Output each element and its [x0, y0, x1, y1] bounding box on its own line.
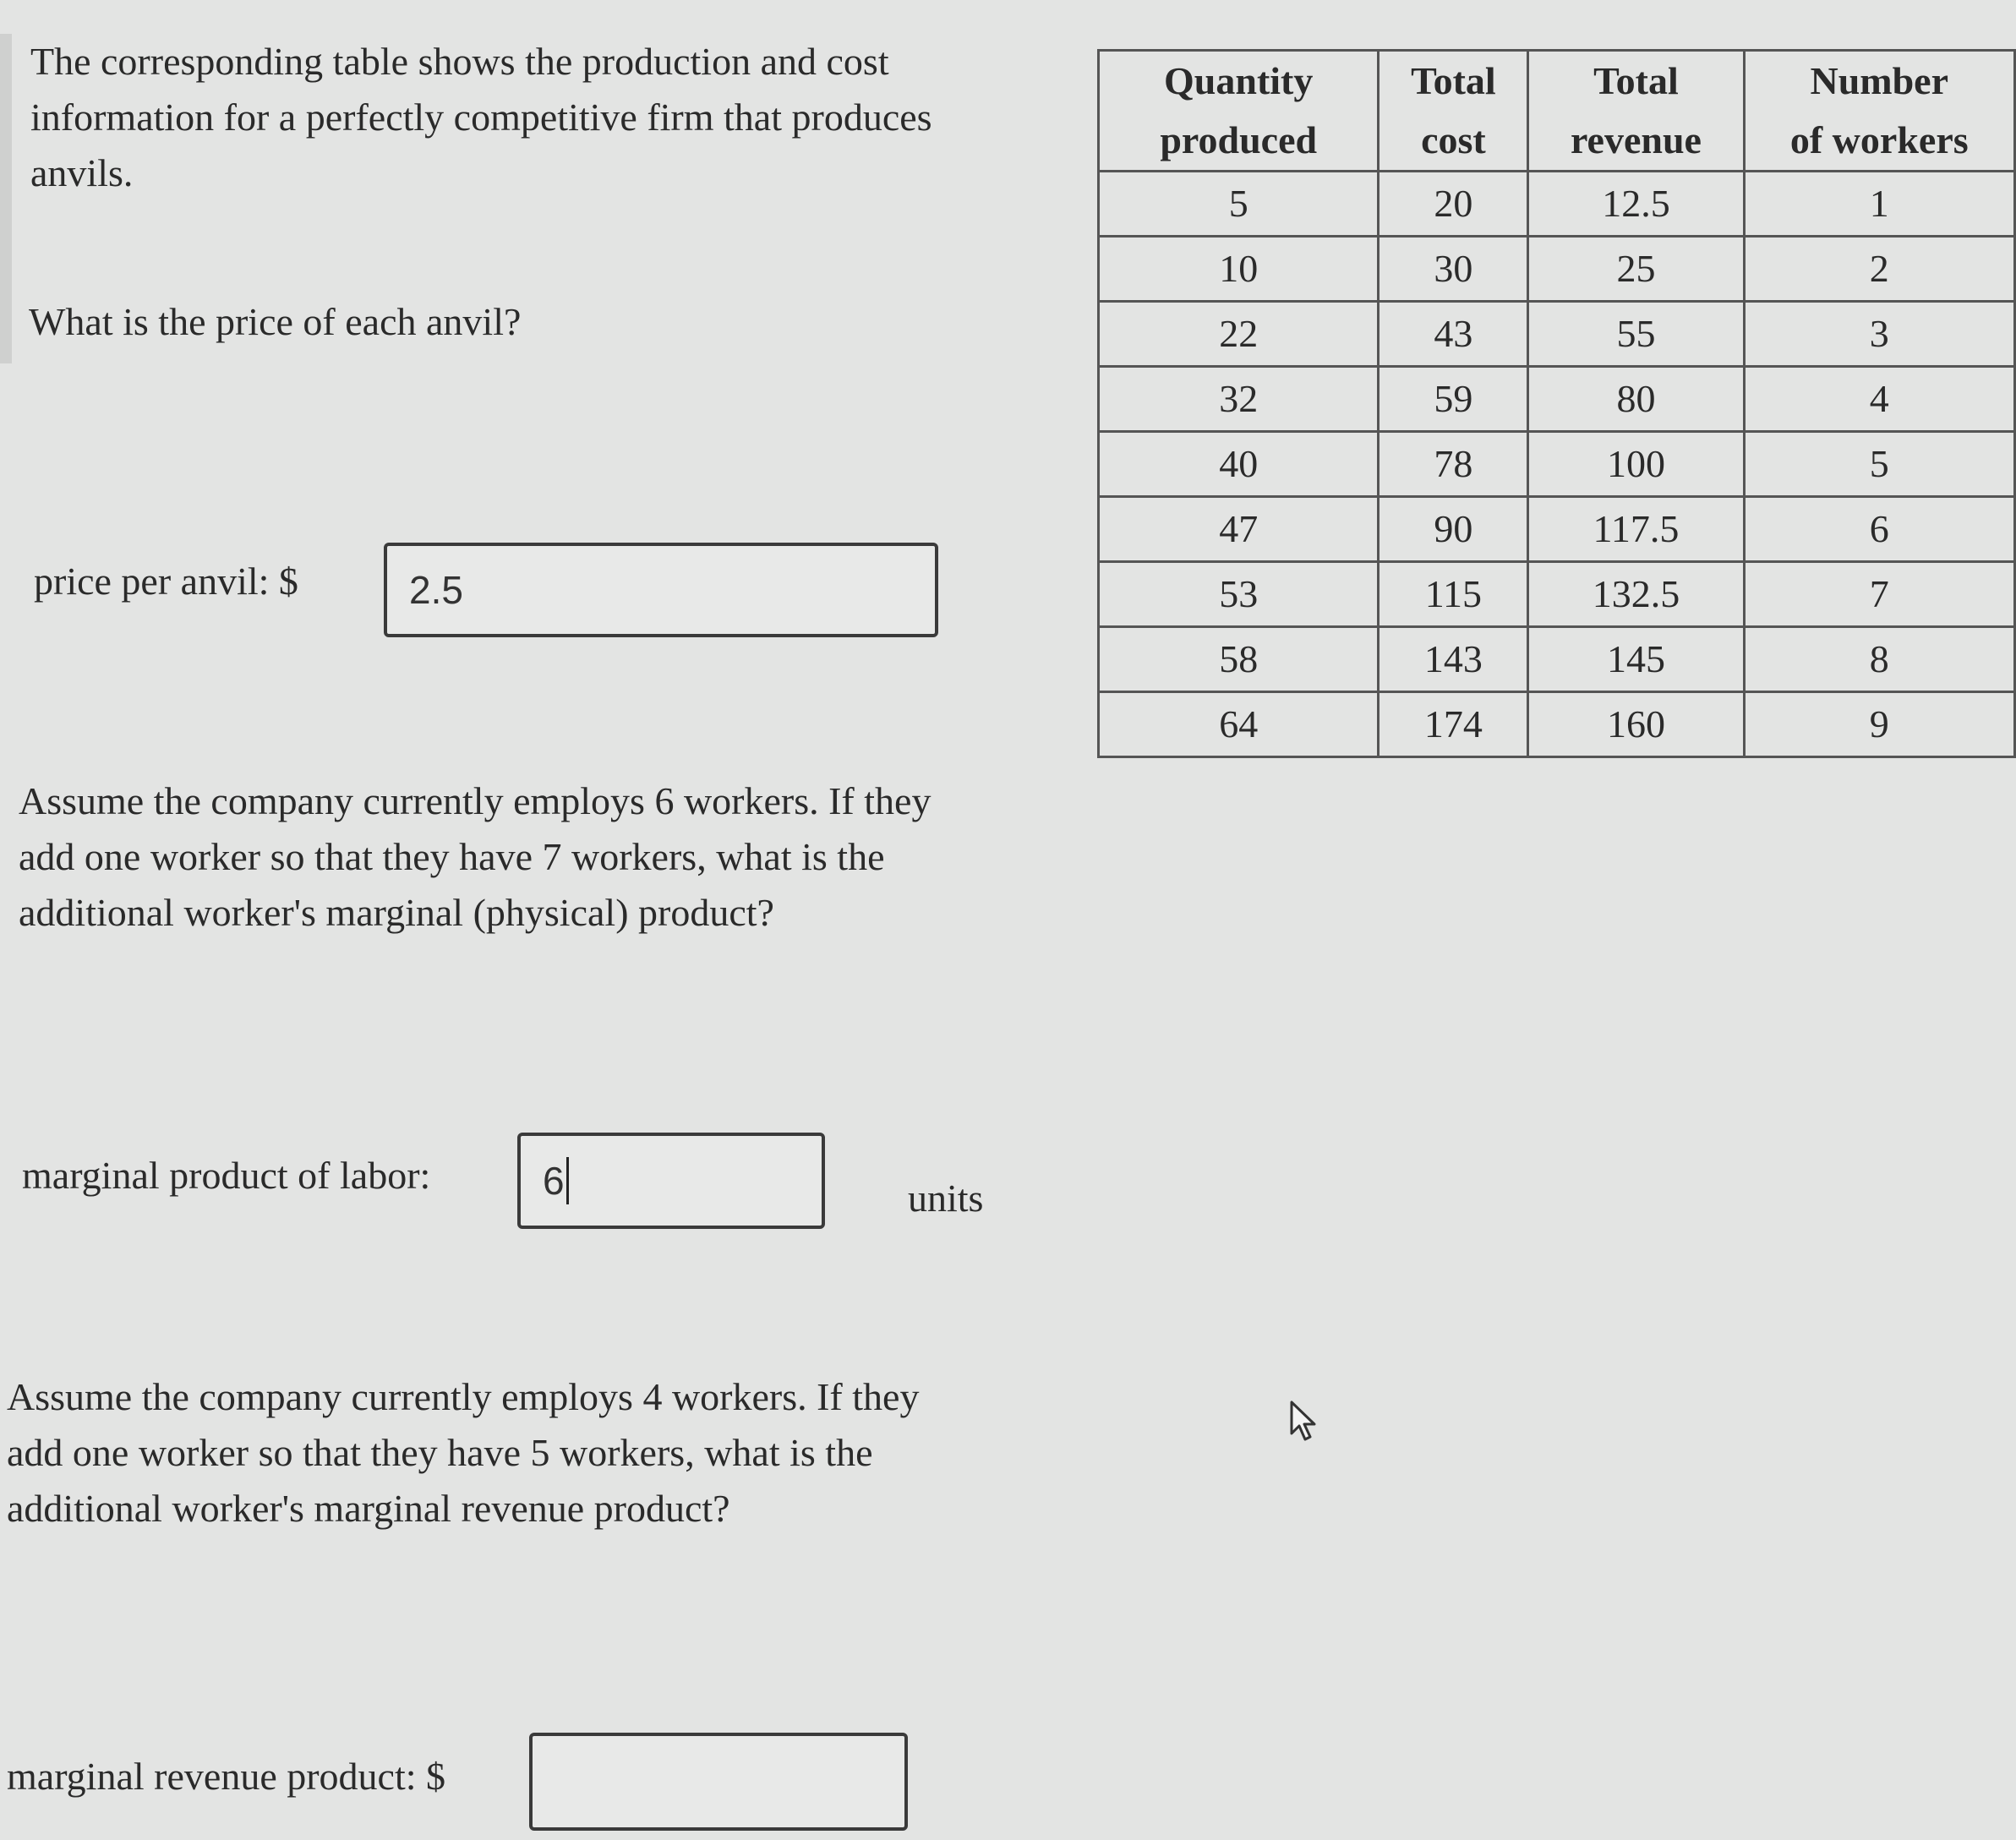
header-workers	[1744, 51, 2015, 172]
table-row	[1099, 692, 2015, 757]
price-question: What is the price of each anvil?	[29, 300, 522, 343]
text-caret	[566, 1157, 569, 1204]
header-line: produced	[1160, 118, 1318, 161]
cell-quantity: 47	[1099, 497, 1379, 562]
mrp-question: Assume the company currently employs 4 workers. If they add one worker so that they have 5 workers, what is the additional worker's marginal revenue product?	[7, 1375, 920, 1530]
cell-total-revenue: 100	[1528, 432, 1744, 497]
mrp-label: marginal revenue product: $	[7, 1755, 446, 1798]
cell-workers: 6	[1744, 497, 2015, 562]
header-total-revenue	[1528, 51, 1744, 172]
cell-quantity: 58	[1099, 627, 1379, 692]
cell-workers: 1	[1744, 172, 2015, 237]
cell-workers: 8	[1744, 627, 2015, 692]
cell-total-cost: 90	[1379, 497, 1528, 562]
cell-workers: 2	[1744, 237, 2015, 302]
cell-quantity: 10	[1099, 237, 1379, 302]
cell-total-cost: 43	[1379, 302, 1528, 367]
mpl-question: Assume the company currently employs 6 workers. If they add one worker so that they have 7 workers, what is the additional worker's marginal (physical) product?	[19, 779, 932, 934]
cell-total-revenue: 132.5	[1528, 562, 1744, 627]
cell-total-revenue: 80	[1528, 367, 1744, 432]
price-input[interactable]	[384, 543, 938, 637]
cell-total-cost: 115	[1379, 562, 1528, 627]
header-line: Number	[1810, 59, 1949, 102]
mrp-input[interactable]	[529, 1733, 908, 1831]
cell-quantity: 53	[1099, 562, 1379, 627]
production-table	[1097, 49, 2016, 758]
cell-total-revenue: 160	[1528, 692, 1744, 757]
table-row	[1099, 627, 2015, 692]
mpl-input-value: 6	[543, 1159, 565, 1203]
cell-total-revenue: 145	[1528, 627, 1744, 692]
cell-workers: 7	[1744, 562, 2015, 627]
table-row	[1099, 562, 2015, 627]
header-line: cost	[1421, 118, 1486, 161]
cell-total-revenue: 25	[1528, 237, 1744, 302]
intro-text: The corresponding table shows the production and cost information for a perfectly competitive firm that produces anvils.	[30, 40, 932, 194]
cell-total-revenue: 117.5	[1528, 497, 1744, 562]
units-label: units	[908, 1177, 984, 1220]
cell-total-revenue: 55	[1528, 302, 1744, 367]
cell-total-cost: 78	[1379, 432, 1528, 497]
header-line: revenue	[1570, 118, 1702, 161]
mpl-label: marginal product of labor:	[22, 1154, 431, 1197]
cell-total-cost: 143	[1379, 627, 1528, 692]
table-row	[1099, 497, 2015, 562]
cell-quantity: 64	[1099, 692, 1379, 757]
header-line: of workers	[1789, 118, 1969, 161]
cell-quantity: 40	[1099, 432, 1379, 497]
table-row	[1099, 302, 2015, 367]
table-header-row	[1099, 51, 2015, 172]
cell-workers: 5	[1744, 432, 2015, 497]
header-line: Total	[1593, 59, 1679, 102]
header-quantity	[1099, 51, 1379, 172]
table-row	[1099, 172, 2015, 237]
cell-total-cost: 20	[1379, 172, 1528, 237]
cell-quantity: 22	[1099, 302, 1379, 367]
header-line: Quantity	[1164, 59, 1314, 102]
table-row	[1099, 432, 2015, 497]
cell-total-revenue: 12.5	[1528, 172, 1744, 237]
mpl-input[interactable]	[517, 1133, 825, 1229]
price-label: price per anvil: $	[34, 560, 298, 603]
header-total-cost	[1379, 51, 1528, 172]
cell-total-cost: 59	[1379, 367, 1528, 432]
table-row	[1099, 237, 2015, 302]
mouse-pointer-icon	[1288, 1400, 1322, 1444]
table-row	[1099, 367, 2015, 432]
header-line: Total	[1411, 59, 1496, 102]
cell-workers: 3	[1744, 302, 2015, 367]
cell-quantity: 32	[1099, 367, 1379, 432]
cell-workers: 4	[1744, 367, 2015, 432]
cell-workers: 9	[1744, 692, 2015, 757]
side-strip	[0, 34, 12, 363]
price-input-value: 2.5	[409, 568, 463, 612]
cell-total-cost: 174	[1379, 692, 1528, 757]
cell-quantity: 5	[1099, 172, 1379, 237]
cell-total-cost: 30	[1379, 237, 1528, 302]
